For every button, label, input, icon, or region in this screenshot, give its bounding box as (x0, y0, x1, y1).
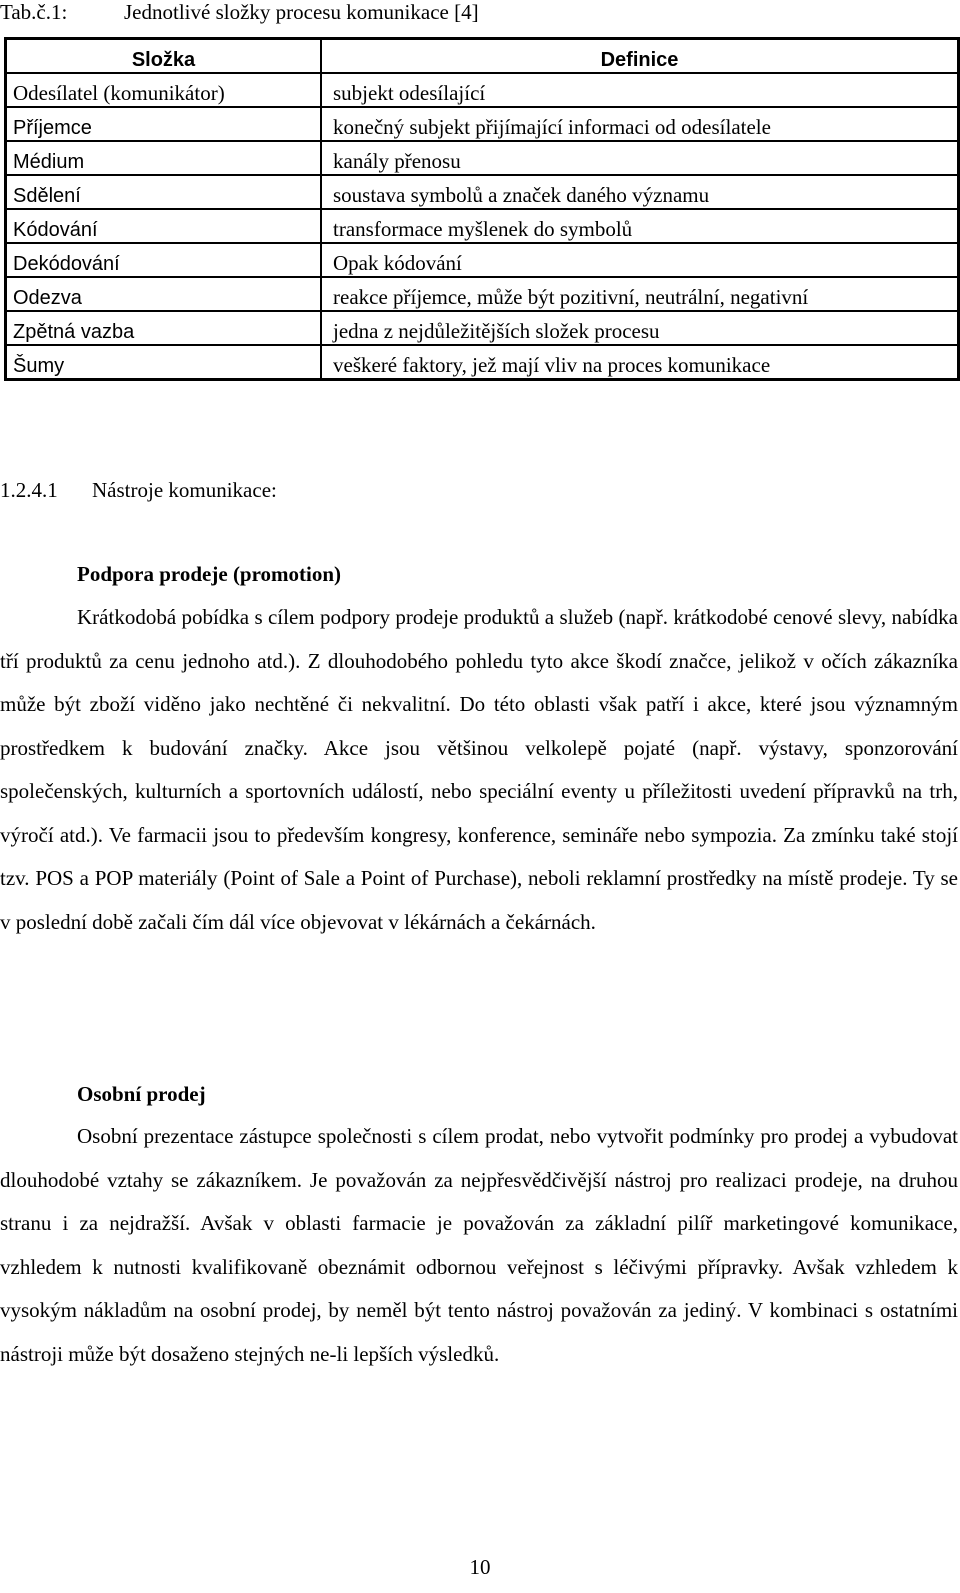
definition-cell: transformace myšlenek do symbolů (321, 209, 959, 243)
definition-cell: konečný subjekt přijímající informaci od odesílatele (321, 107, 959, 141)
component-cell: Šumy (6, 345, 322, 380)
definition-cell: jedna z nejdůležitějších složek procesu (321, 311, 959, 345)
table-row (6, 345, 959, 380)
table-row (6, 107, 959, 141)
personal-selling-heading: Osobní prodej (77, 1082, 206, 1106)
table-row (6, 141, 959, 175)
table-row (6, 73, 959, 107)
table-header-row (6, 39, 959, 74)
table-row (6, 277, 959, 311)
section-title: Nástroje komunikace: (92, 478, 277, 502)
definition-cell: soustava symbolů a značek daného významu (321, 175, 959, 209)
page-number: 10 (469, 1555, 491, 1579)
personal-selling-paragraph: Osobní prezentace zástupce společnosti s cílem prodat, nebo vytvořit podmínky pro prodej a vybudovat dlouhodobé vztahy se zákazníkem. Je považován za nejpřesvědčivější nástroj pro realizaci prodeje, na druhou stranu i za nejdražší. Avšak v oblasti farmacie je považován za základní pilíř marketingové komunikace, vzhledem k nutnosti kvalifikovaně obeznámit odbornou veřejnost s léčivými přípravky. Avšak vzhledem k vysokým nákladům na osobní prodej, by neměl být tento nástroj považován za jediný. V kombinaci s ostatními nástroji může být dosaženo stejných ne-li lepších výsledků. (0, 1124, 958, 1366)
definition-cell: Opak kódování (321, 243, 959, 277)
definition-cell: veškeré faktory, jež mají vliv na proces komunikace (321, 345, 959, 380)
component-cell: Odezva (6, 277, 322, 311)
component-cell: Sdělení (6, 175, 322, 209)
component-cell: Odesílatel (komunikátor) (6, 73, 322, 107)
promotion-paragraph: Krátkodobá pobídka s cílem podpory prodeje produktů a služeb (např. krátkodobé cenové slevy, nabídka tří produktů za cenu jednoho atd.). Z dlouhodobého pohledu tyto akce škodí značce, jelikož v očích zákazníka může být zboží viděno jako nechtěné či nekvalitní. Do této oblasti však patří i akce, které jsou významným prostředkem k budování značky. Akce jsou většinou velkolepě pojaté (např. výstavy, sponzorování společenských, kulturních a sportovních událostí, nebo speciální eventy u příležitosti uvedení přípravků na trh, výročí atd.). Ve farmacii jsou to především kongresy, konference, semináře nebo sympozia. Za zmínku také stojí tzv. POS a POP materiály (Point of Sale a Point of Purchase), neboli reklamní prostředky na místě prodeje. Ty se v poslední době začali čím dál více objevovat v lékárnách a čekárnách. (0, 605, 958, 934)
table-caption-label: Tab.č.1: (0, 0, 68, 24)
table-caption (0, 0, 479, 25)
table-row (6, 311, 959, 345)
component-cell: Dekódování (6, 243, 322, 277)
table-row (6, 175, 959, 209)
component-cell: Zpětná vazba (6, 311, 322, 345)
component-cell: Kódování (6, 209, 322, 243)
definition-cell: kanály přenosu (321, 141, 959, 175)
header-component: Složka (6, 39, 322, 74)
header-definition: Definice (321, 39, 959, 74)
definition-cell: reakce příjemce, může být pozitivní, neutrální, negativní (321, 277, 959, 311)
table-row (6, 209, 959, 243)
promotion-heading: Podpora prodeje (promotion) (77, 562, 342, 586)
communication-components-table (4, 37, 960, 381)
component-cell: Příjemce (6, 107, 322, 141)
component-cell: Médium (6, 141, 322, 175)
section-heading (0, 478, 277, 503)
table-row (6, 243, 959, 277)
table-caption-title: Jednotlivé složky procesu komunikace [4] (124, 0, 479, 24)
definition-cell: subjekt odesílající (321, 73, 959, 107)
section-number: 1.2.4.1 (0, 478, 58, 502)
